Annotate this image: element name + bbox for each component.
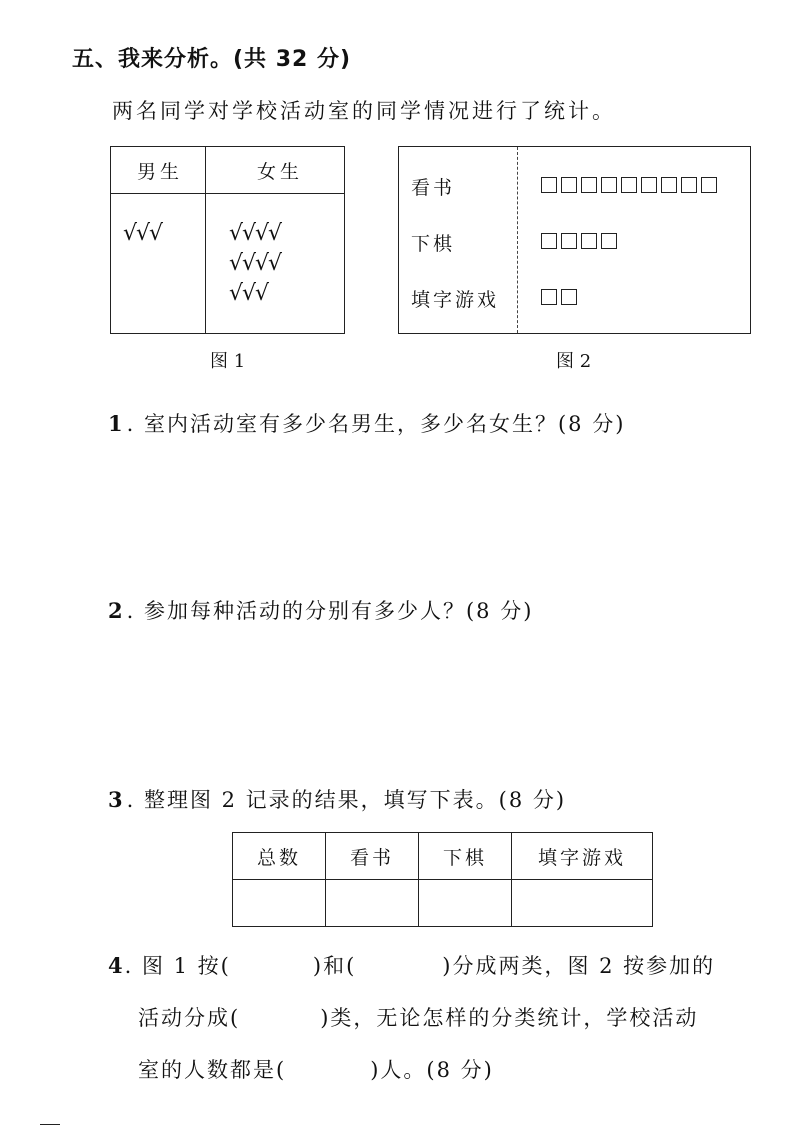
girl-tally (229, 219, 281, 309)
answer-cell-crossword[interactable] (512, 880, 653, 927)
question-text: . 整理图 2 记录的结果，填写下表。(8 分) (126, 788, 567, 812)
tally-box (541, 233, 557, 249)
tally-box (601, 177, 617, 193)
tally-box (561, 289, 577, 305)
tally-box (701, 177, 717, 193)
question-2 (108, 595, 533, 625)
header-total: 总数 (233, 833, 326, 880)
figure1-divider (205, 147, 206, 333)
header-chess: 下棋 (419, 833, 512, 880)
question-text: 室的人数都是( (138, 1058, 287, 1082)
activity-label-chess: 下棋 (411, 233, 456, 255)
result-table-header-row (233, 833, 653, 880)
figure1-table (110, 146, 345, 334)
tally-box (641, 177, 657, 193)
tally-row: √√√ (123, 221, 163, 246)
tally-box (621, 177, 637, 193)
question-text: 活动分成( (138, 1006, 241, 1030)
question-text: . 室内活动室有多少名男生，多少名女生？(8 分) (126, 412, 626, 436)
question-4-line1 (108, 940, 715, 992)
activity-label-crossword: 填字游戏 (411, 289, 500, 311)
question-number: 4 (108, 953, 125, 978)
boy-tally (123, 219, 162, 249)
question-3 (108, 784, 566, 814)
answer-cell-chess[interactable] (419, 880, 512, 927)
tally-row: √√√√ (229, 251, 282, 276)
tally-box (541, 289, 557, 305)
tally-box (581, 177, 597, 193)
question-4-line3 (108, 1044, 715, 1096)
answer-cell-total[interactable] (233, 880, 326, 927)
figure1-caption: 图 1 (210, 351, 246, 372)
boxes-chess (541, 233, 617, 249)
figure2-table (398, 146, 751, 334)
figure2-divider (517, 147, 518, 333)
question-text: )人。(8 分) (370, 1058, 494, 1082)
question-number: 2 (108, 598, 125, 623)
tally-box (541, 177, 557, 193)
header-crossword: 填字游戏 (512, 833, 653, 880)
tally-box (561, 177, 577, 193)
result-table-answer-row (233, 880, 653, 927)
question-1 (108, 408, 625, 438)
question-number: 1 (108, 411, 125, 436)
tally-box (601, 233, 617, 249)
question-text: . 图 1 按( (124, 954, 231, 978)
tally-box (681, 177, 697, 193)
tally-box (661, 177, 677, 193)
question-4 (108, 940, 715, 1096)
header-reading: 看书 (326, 833, 419, 880)
figure2-caption: 图 2 (556, 351, 592, 372)
answer-cell-reading[interactable] (326, 880, 419, 927)
question-text: )类，无论怎样的分类统计，学校活动 (320, 1006, 699, 1030)
intro-text: 两名同学对学校活动室的同学情况进行了统计。 (112, 99, 616, 123)
boxes-crossword (541, 289, 577, 305)
question-text: )和( (312, 954, 357, 978)
boy-header: 男生 (137, 161, 184, 183)
figure1-header-rule (111, 193, 344, 194)
activity-label-reading: 看书 (411, 177, 456, 199)
tally-box (581, 233, 597, 249)
page-corner-mark (40, 1124, 60, 1125)
question-4-line2 (108, 992, 715, 1044)
result-table (232, 832, 653, 927)
question-number: 3 (108, 787, 125, 812)
question-text: )分成两类，图 2 按参加的 (442, 954, 716, 978)
tally-row: √√√√ (229, 221, 282, 246)
section-title: 五、我来分析。(共 32 分) (72, 47, 352, 72)
tally-row: √√√ (229, 281, 269, 306)
tally-box (561, 233, 577, 249)
boxes-reading (541, 177, 717, 193)
girl-header: 女生 (257, 161, 304, 183)
question-text: . 参加每种活动的分别有多少人？(8 分) (126, 599, 534, 623)
